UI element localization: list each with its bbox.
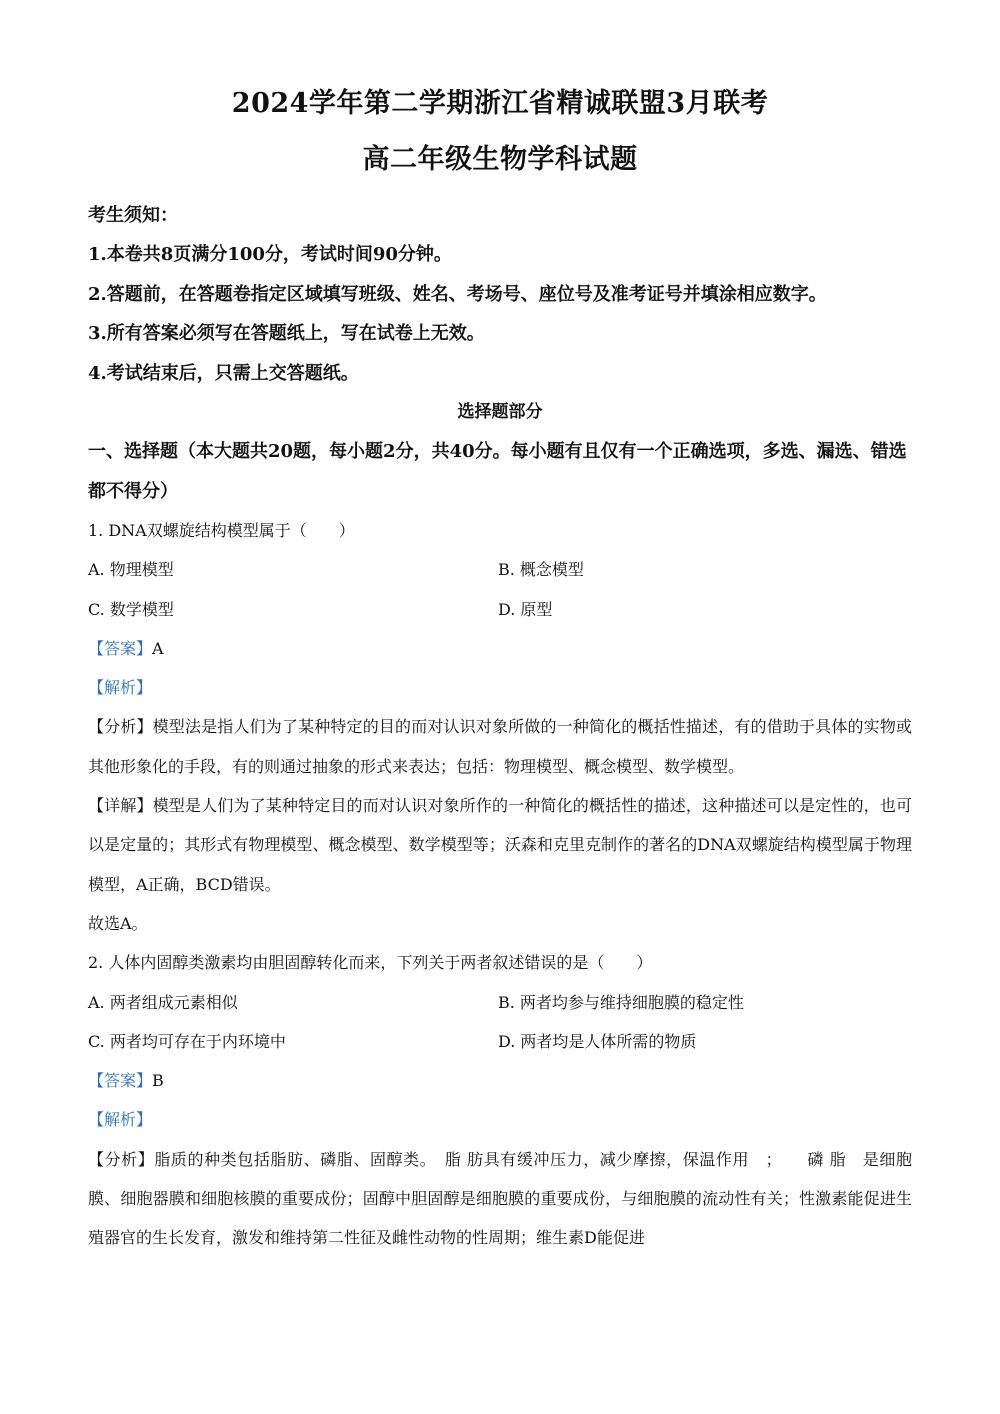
option-c: C. 两者均可存在于内环境中 [88,1031,286,1051]
answer-line [88,1061,912,1100]
notice-block [88,196,912,393]
answer-tag: 【答案】 [88,638,153,658]
notice-item: 3.所有答案必须写在答题纸上，写在试卷上无效。 [88,323,485,344]
question-stem: 1. DNA双螺旋结构模型属于（ ） [88,521,355,540]
exam-subtitle: 高二年级生物学科试题 [362,144,638,175]
notice-item: 1.本卷共8页满分100分，考试时间90分钟。 [88,244,452,265]
section-instructions: 一、选择题（本大题共20题，每小题2分，共40分。每小题有且仅有一个正确选项，多选、漏选、错选都不得分） [88,441,907,502]
fenxi-paragraph [88,707,912,786]
option-c: C. 数学模型 [88,599,174,619]
notice-item: 2.答题前，在答题卷指定区域填写班级、姓名、考场号、座位号及准考证号并填涂相应数字。 [88,283,827,305]
answer-tag: 【答案】 [88,1071,153,1091]
option-d: D. 两者均是人体所需的物质 [498,1031,697,1051]
notice-item: 4.考试结束后，只需上交答题纸。 [88,362,359,384]
fenxi-text: 模型法是指人们为了某种特定的目的而对认识对象所做的一种简化的概括性描述，有的借助于具体的实物或其他形象化的手段，有的则通过抽象的形式来表达；包括：物理模型、概念模型、数学模型。 [88,717,912,776]
xiangjie-tag: 【详解】 [88,796,153,816]
fenxi-text: 脂质的种类包括脂肪、磷脂、固醇类。 脂 肪具有缓冲压力，减少摩擦，保温作用 ； 磷 脂 是细胞膜、细胞器膜和细胞核膜的重要成份；固醇中胆固醇是细胞膜的重要成份，与细胞膜的流动性有关；性激素能促进生殖器官的生长发育，激发和维持第二性征及雌性动物的性周期；维生素D能促进 [88,1149,912,1248]
analysis-tag: 【解析】 [88,1110,153,1130]
option-b: B. 两者均参与维持细胞膜的稳定性 [498,992,744,1012]
question-1 [88,511,912,943]
xiangjie-paragraph [88,786,912,904]
fenxi-tag: 【分析】 [88,717,153,737]
answer-value: A [152,638,164,658]
exam-title: 2024学年第二学期浙江省精诚联盟3月联考 [231,88,769,119]
option-grid [88,983,912,1062]
analysis-line [88,668,912,707]
answer-value: B [152,1071,164,1091]
fenxi-tag: 【分析】 [88,1149,155,1169]
xiangjie-text: 模型是人们为了某种特定目的而对认识对象所作的一种简化的概括性的描述，这种描述可以是定性的，也可以是定量的；其形式有物理模型、概念模型、数学模型等；沃森和克里克制作的著名的DNA双螺旋结构模型属于物理模型，A正确，BCD错误。 [88,796,912,894]
option-d: D. 原型 [498,599,553,619]
answer-line [88,629,912,668]
fenxi-paragraph [88,1140,912,1258]
option-a: A. 两者组成元素相似 [88,992,238,1012]
conclusion-line: 故选A。 [88,913,148,933]
question-stem: 2. 人体内固醇类激素均由胆固醇转化而来，下列关于两者叙述错误的是（ ） [88,953,653,973]
analysis-tag: 【解析】 [88,678,153,698]
analysis-line [88,1100,912,1139]
question-2 [88,943,912,1257]
option-a: A. 物理模型 [88,560,174,580]
option-b: B. 概念模型 [498,560,584,580]
option-grid [88,550,912,629]
notice-heading: 考生须知： [88,205,178,226]
section-title: 选择题部分 [457,402,543,422]
